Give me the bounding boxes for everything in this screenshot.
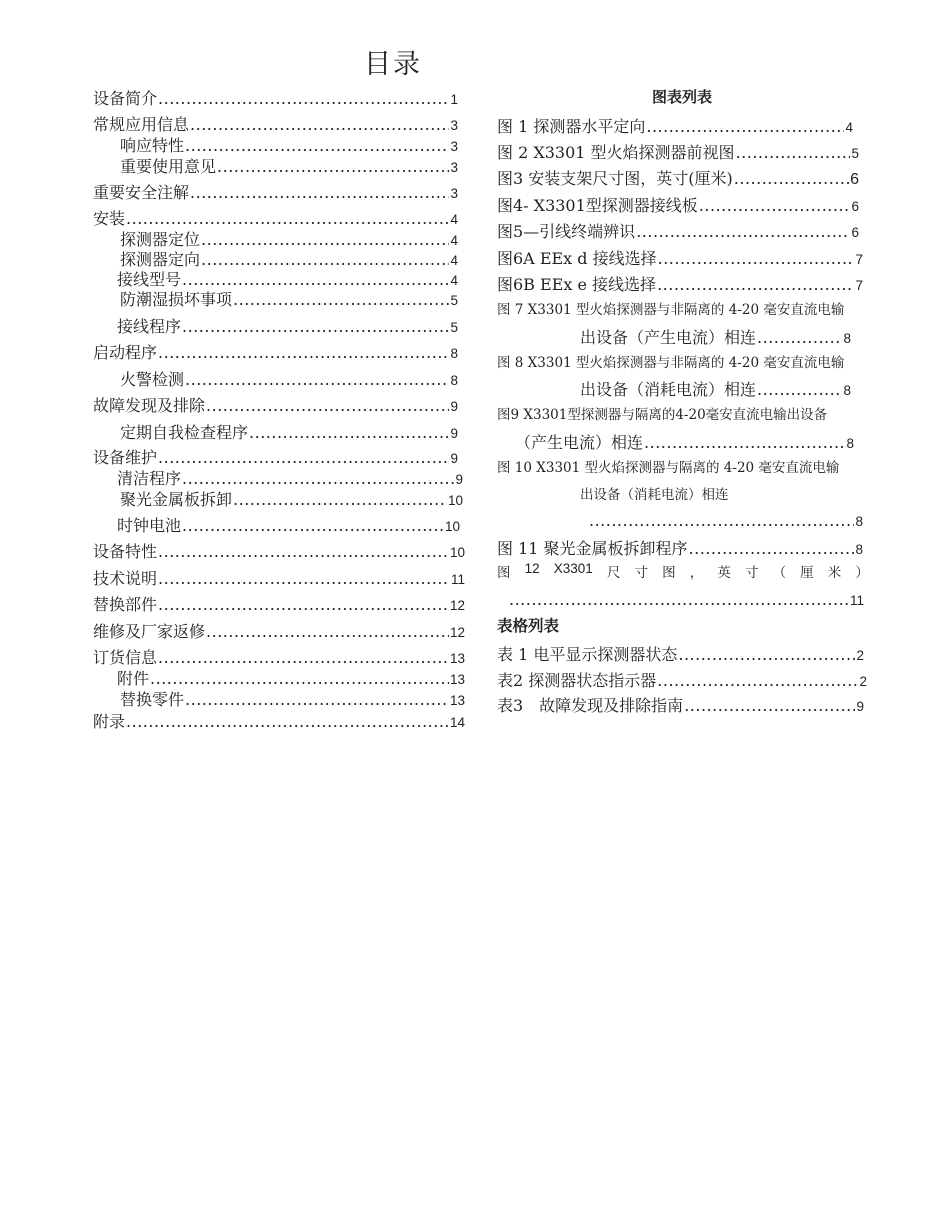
figure-entry-line1: 图9 X3301型探测器与隔离的4-20毫安直流电输出设备 (497, 407, 828, 423)
toc-entry[interactable] (93, 206, 458, 229)
figure-entry[interactable] (580, 377, 851, 400)
table-entry[interactable] (497, 642, 864, 665)
toc-entry-page: 4 (450, 212, 458, 227)
toc-entry-label: 时钟电池 (117, 516, 182, 535)
toc-entry[interactable] (120, 287, 458, 310)
toc-entry-label: 设备维护 (93, 448, 158, 467)
figure-entry-line1: 图 7 X3301 型火焰探测器与非隔离的 4-20 毫安直流电输 (497, 302, 845, 318)
figure-word: 厘 (800, 565, 814, 581)
toc-entry-page: 14 (449, 715, 465, 730)
toc-entry[interactable] (93, 445, 458, 468)
toc-entry-label: 附件 (117, 669, 150, 688)
figure-entry-page: 6 (851, 225, 859, 240)
figure-word: 图 (497, 565, 511, 581)
figure-entry-justified (497, 561, 869, 581)
figure-word: 寸 (634, 565, 649, 581)
toc-entry-label: 探测器定位 (120, 230, 201, 249)
toc-entry-label: 安装 (93, 209, 126, 228)
figure-entry[interactable] (497, 219, 859, 242)
toc-entry[interactable] (120, 133, 458, 156)
toc-entry[interactable] (93, 619, 465, 642)
toc-entry-label: 启动程序 (93, 343, 158, 362)
figure-word: 寸 (744, 565, 759, 581)
toc-entry-label: 接线程序 (117, 317, 182, 336)
toc-entry-page: 9 (450, 426, 458, 441)
toc-entry-label: 替换部件 (93, 595, 158, 614)
toc-entry-label: 技术说明 (93, 569, 158, 588)
tables-heading: 表格列表 (497, 617, 560, 635)
table-entry-page: 9 (856, 699, 864, 714)
figure-entry[interactable] (497, 272, 863, 295)
toc-entry-page: 8 (450, 373, 458, 388)
figure-entry[interactable] (497, 246, 863, 269)
toc-entry[interactable] (117, 466, 463, 489)
figure-entry-label: 图4- X3301型探测器接线板 (497, 196, 698, 215)
toc-entry[interactable] (117, 513, 460, 536)
figure-entry[interactable] (497, 140, 859, 163)
page-title: 目录 (364, 49, 422, 80)
figure-entry-label: 图6B EEx e 接线选择 (497, 275, 657, 294)
toc-entry[interactable] (120, 367, 458, 390)
toc-entry-page: 3 (450, 160, 458, 175)
figure-entry-page: 8 (855, 542, 863, 557)
toc-entry-page: 10 (444, 519, 460, 534)
figure-entry-page: 8 (855, 514, 863, 529)
toc-entry-label: 探测器定向 (120, 250, 201, 269)
figure-entry-page: 6 (851, 199, 859, 214)
figure-entry-page: 11 (849, 593, 864, 608)
toc-entry-label: 设备简介 (93, 89, 158, 108)
figure-entry-label: 图 2 X3301 型火焰探测器前视图 (497, 143, 735, 162)
figure-entry-label: 图 11 聚光金属板拆卸程序 (497, 539, 688, 558)
toc-entry-page: 5 (450, 320, 458, 335)
toc-entry[interactable] (93, 86, 458, 109)
toc-entry[interactable] (93, 566, 465, 589)
figure-entry-line1: 图 8 X3301 型火焰探测器与非隔离的 4-20 毫安直流电输 (497, 355, 845, 371)
figure-entry-label: 图 1 探测器水平定向 (497, 117, 646, 136)
toc-entry[interactable] (93, 709, 465, 732)
toc-entry-label: 故障发现及排除 (93, 396, 206, 415)
toc-entry[interactable] (93, 393, 458, 416)
table-entry-page: 2 (856, 648, 864, 663)
toc-entry-label: 重要安全注解 (93, 183, 190, 202)
figure-word: 12 (524, 561, 540, 576)
toc-entry[interactable] (120, 154, 458, 177)
toc-entry[interactable] (93, 180, 458, 203)
toc-entry-page: 13 (449, 651, 465, 666)
toc-entry-label: 定期自我检查程序 (120, 423, 249, 442)
figure-entry-page: 8 (843, 383, 851, 398)
toc-entry-page: 9 (455, 472, 463, 487)
toc-entry-label: 替换零件 (120, 690, 185, 709)
figure-entry-label: （产生电流）相连 (515, 433, 644, 452)
figure-word: 图 (662, 565, 676, 581)
toc-entry[interactable] (117, 666, 465, 689)
toc-entry-page: 9 (450, 451, 458, 466)
figure-entry-label: 图5—引线终端辨识 (497, 222, 636, 241)
figure-word: 英 (717, 565, 731, 581)
toc-entry[interactable] (117, 314, 458, 337)
toc-entry[interactable] (120, 420, 458, 443)
table-entry[interactable] (497, 693, 864, 716)
figure-entry-page: 7 (855, 278, 863, 293)
toc-entry-page: 12 (449, 598, 465, 613)
figure-word: ， (689, 565, 704, 581)
toc-entry-page: 10 (449, 545, 465, 560)
figure-entry[interactable] (580, 325, 851, 348)
toc-entry-page: 4 (450, 253, 458, 268)
toc-entry-label: 设备特性 (93, 542, 158, 561)
figure-entry[interactable] (515, 430, 854, 453)
figure-entry-label: 出设备（消耗电流）相连 (580, 380, 757, 399)
toc-entry-page: 13 (449, 672, 465, 687)
toc-entry-label: 接线型号 (117, 270, 182, 289)
toc-entry[interactable] (120, 687, 465, 710)
toc-entry-page: 9 (450, 399, 458, 414)
figure-entry-page: 5 (851, 146, 859, 161)
toc-entry-page: 13 (449, 693, 465, 708)
figure-entry[interactable] (588, 511, 863, 530)
figure-word: 尺 (606, 565, 621, 581)
toc-entry[interactable] (120, 487, 463, 510)
table-entry[interactable] (497, 668, 867, 691)
figure-entry-label: 图6A EEx d 接线选择 (497, 249, 657, 268)
figures-heading: 图表列表 (652, 88, 713, 106)
toc-entry-page: 12 (449, 625, 465, 640)
figure-entry-page: 8 (846, 436, 854, 451)
table-entry-label: 表2 探测器状态指示器 (497, 671, 657, 690)
figure-entry[interactable] (508, 590, 864, 609)
figure-entry[interactable] (497, 114, 853, 137)
figure-entry[interactable] (497, 166, 859, 189)
toc-entry-page: 1 (450, 92, 458, 107)
figure-word: ） (855, 565, 869, 581)
toc-entry-label: 火警检测 (120, 370, 185, 389)
toc-entry-label: 维修及厂家返修 (93, 622, 206, 641)
toc-entry-page: 3 (450, 118, 458, 133)
toc-entry-page: 3 (450, 139, 458, 154)
toc-entry-page: 5 (450, 293, 458, 308)
toc-entry[interactable] (93, 340, 458, 363)
figure-entry-label: 图3 安装支架尺寸图，英寸(厘米) (497, 169, 733, 188)
figure-word: X3301 (553, 561, 593, 576)
toc-entry-label: 清洁程序 (117, 469, 182, 488)
toc-entry[interactable] (93, 592, 465, 615)
toc-entry-label: 订货信息 (93, 648, 158, 667)
toc-entry[interactable] (93, 539, 465, 562)
toc-entry-page: 8 (450, 346, 458, 361)
toc-entry-label: 附录 (93, 712, 126, 731)
figure-entry-line1: 图 10 X3301 型火焰探测器与隔离的 4-20 毫安直流电输 (497, 460, 840, 476)
figure-entry[interactable] (497, 193, 859, 216)
toc-entry-label: 响应特性 (120, 136, 185, 155)
toc-entry-page: 4 (450, 233, 458, 248)
toc-entry-page: 11 (450, 572, 465, 587)
table-entry-label: 表 1 电平显示探测器状态 (497, 645, 678, 664)
figure-entry-label: 出设备（产生电流）相连 (580, 328, 757, 347)
figure-entry-page: 8 (843, 331, 851, 346)
toc-entry-page: 4 (450, 273, 458, 288)
figure-entry-page: 7 (855, 252, 863, 267)
table-entry-label: 表3 故障发现及排除指南 (497, 696, 684, 715)
toc-entry-label: 常规应用信息 (93, 115, 190, 134)
toc-entry-label: 重要使用意见 (120, 157, 217, 176)
figure-entry[interactable] (497, 536, 863, 559)
toc-entry-page: 10 (447, 493, 463, 508)
toc-entry[interactable] (93, 645, 465, 668)
toc-entry-label: 防潮湿损坏事项 (120, 290, 233, 309)
figure-word: （ (772, 565, 787, 581)
toc-entry[interactable] (93, 112, 458, 135)
toc-entry-label: 聚光金属板拆卸 (120, 490, 233, 509)
table-entry-page: 2 (859, 674, 867, 689)
figure-word: 米 (827, 565, 842, 581)
figure-entry-page: 6 (850, 171, 859, 188)
toc-entry-page: 3 (450, 186, 458, 201)
figure-entry-line2: 出设备（消耗电流）相连 (580, 487, 729, 503)
figure-entry-page: 4 (845, 120, 853, 135)
